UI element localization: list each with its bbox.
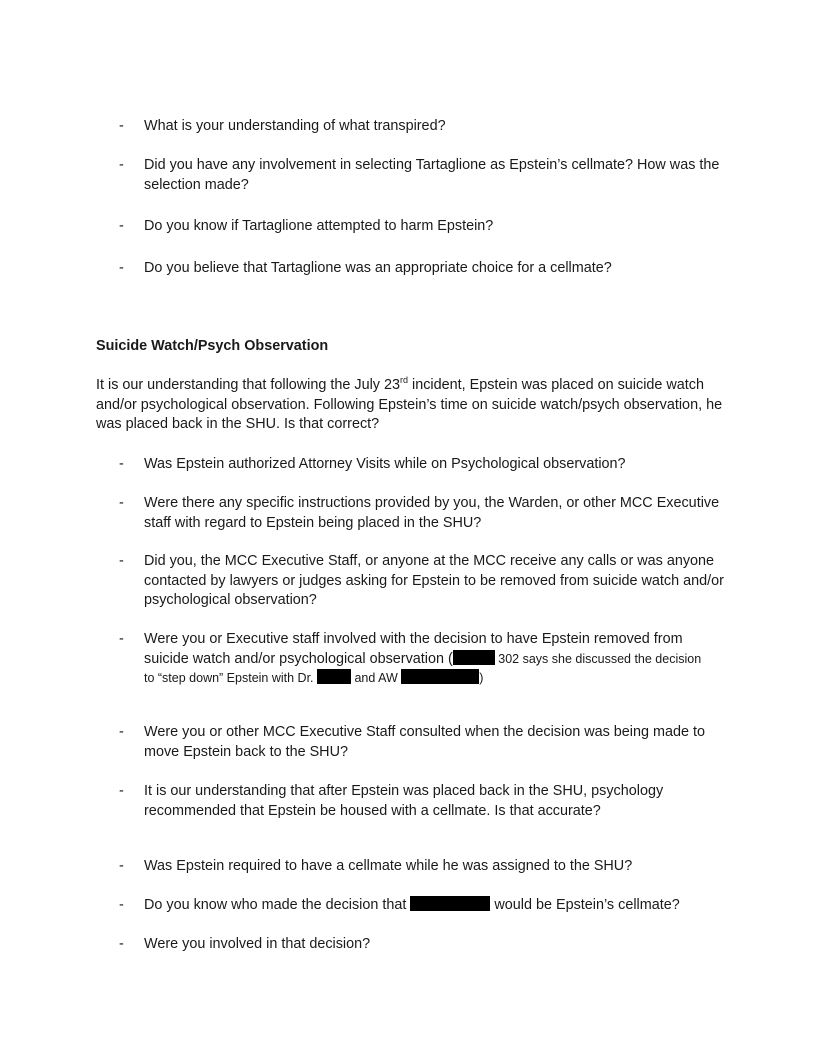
question-cellmate-required: Was Epstein required to have a cellmate while he was assigned to the SHU? — [144, 858, 633, 874]
bullet-dash: - — [119, 495, 124, 511]
question-executive-consulted: Were you or other MCC Executive Staff consulted when the decision was being made to move Epstein back to the SHU? — [144, 724, 706, 760]
question-calls-lawyers-judges: Did you, the MCC Executive Staff, or anyone at the MCC receive any calls or was anyone contacted by lawyers or judges asking for Epstein to be removed from suicide watch and/or psychological observation? — [144, 553, 724, 608]
intro-text-end: incident, Epstein was placed on suicide watch and/or psychological observation. Following Epstein’s time on suicide watch/psych observation, he was placed back in the SHU. Is that correct? — [96, 377, 723, 432]
bullet-dash: - — [119, 631, 124, 647]
question-appropriate-choice: Do you believe that Tartaglione was an appropriate choice for a cellmate? — [144, 260, 612, 276]
question-attorney-visits: Was Epstein authorized Attorney Visits while on Psychological observation? — [144, 456, 626, 472]
redaction-block — [453, 650, 495, 665]
question-removal-decision-line3: to “step down” Epstein with Dr. and AW ) — [144, 671, 484, 685]
bullet-dash: - — [119, 118, 124, 134]
intro-text-start: It is our understanding that following the July 23 — [96, 377, 400, 393]
bullet-dash: - — [119, 218, 124, 234]
bullet-dash: - — [119, 553, 124, 569]
section-heading: Suicide Watch/Psych Observation — [96, 338, 329, 354]
redaction-block — [410, 896, 490, 911]
question-who-made-decision: Do you know who made the decision that would be Epstein’s cellmate? — [144, 897, 680, 913]
question-what-transpired: What is your understanding of what transpired? — [144, 118, 446, 134]
question-removal-decision-line1: Were you or Executive staff involved with the decision to have Epstein removed from — [144, 631, 683, 647]
bullet-dash: - — [119, 456, 124, 472]
ordinal-superscript: rd — [400, 375, 409, 385]
redaction-block — [317, 669, 351, 684]
bullet-dash: - — [119, 724, 124, 740]
question-harm-attempt: Do you know if Tartaglione attempted to harm Epstein? — [144, 218, 494, 234]
bullet-dash: - — [119, 157, 124, 173]
question-specific-instructions: Were there any specific instructions provided by you, the Warden, or other MCC Executive staff with regard to Epstein being placed in the SHU? — [144, 495, 720, 531]
redaction-block — [401, 669, 479, 684]
bullet-dash: - — [119, 783, 124, 799]
question-removal-decision-line2: suicide watch and/or psychological observation ( 302 says she discussed the decision — [144, 651, 702, 667]
bullet-dash: - — [119, 858, 124, 874]
intro-paragraph — [96, 376, 726, 435]
bullet-dash: - — [119, 897, 124, 913]
question-involved-decision: Were you involved in that decision? — [144, 936, 371, 952]
question-psychology-recommendation: It is our understanding that after Epstein was placed back in the SHU, psychology recommended that Epstein be housed with a cellmate. Is that accurate? — [144, 783, 664, 819]
question-cellmate-selection: Did you have any involvement in selecting Tartaglione as Epstein’s cellmate? How was the selection made? — [144, 157, 720, 193]
bullet-dash: - — [119, 936, 124, 952]
bullet-dash: - — [119, 260, 124, 276]
